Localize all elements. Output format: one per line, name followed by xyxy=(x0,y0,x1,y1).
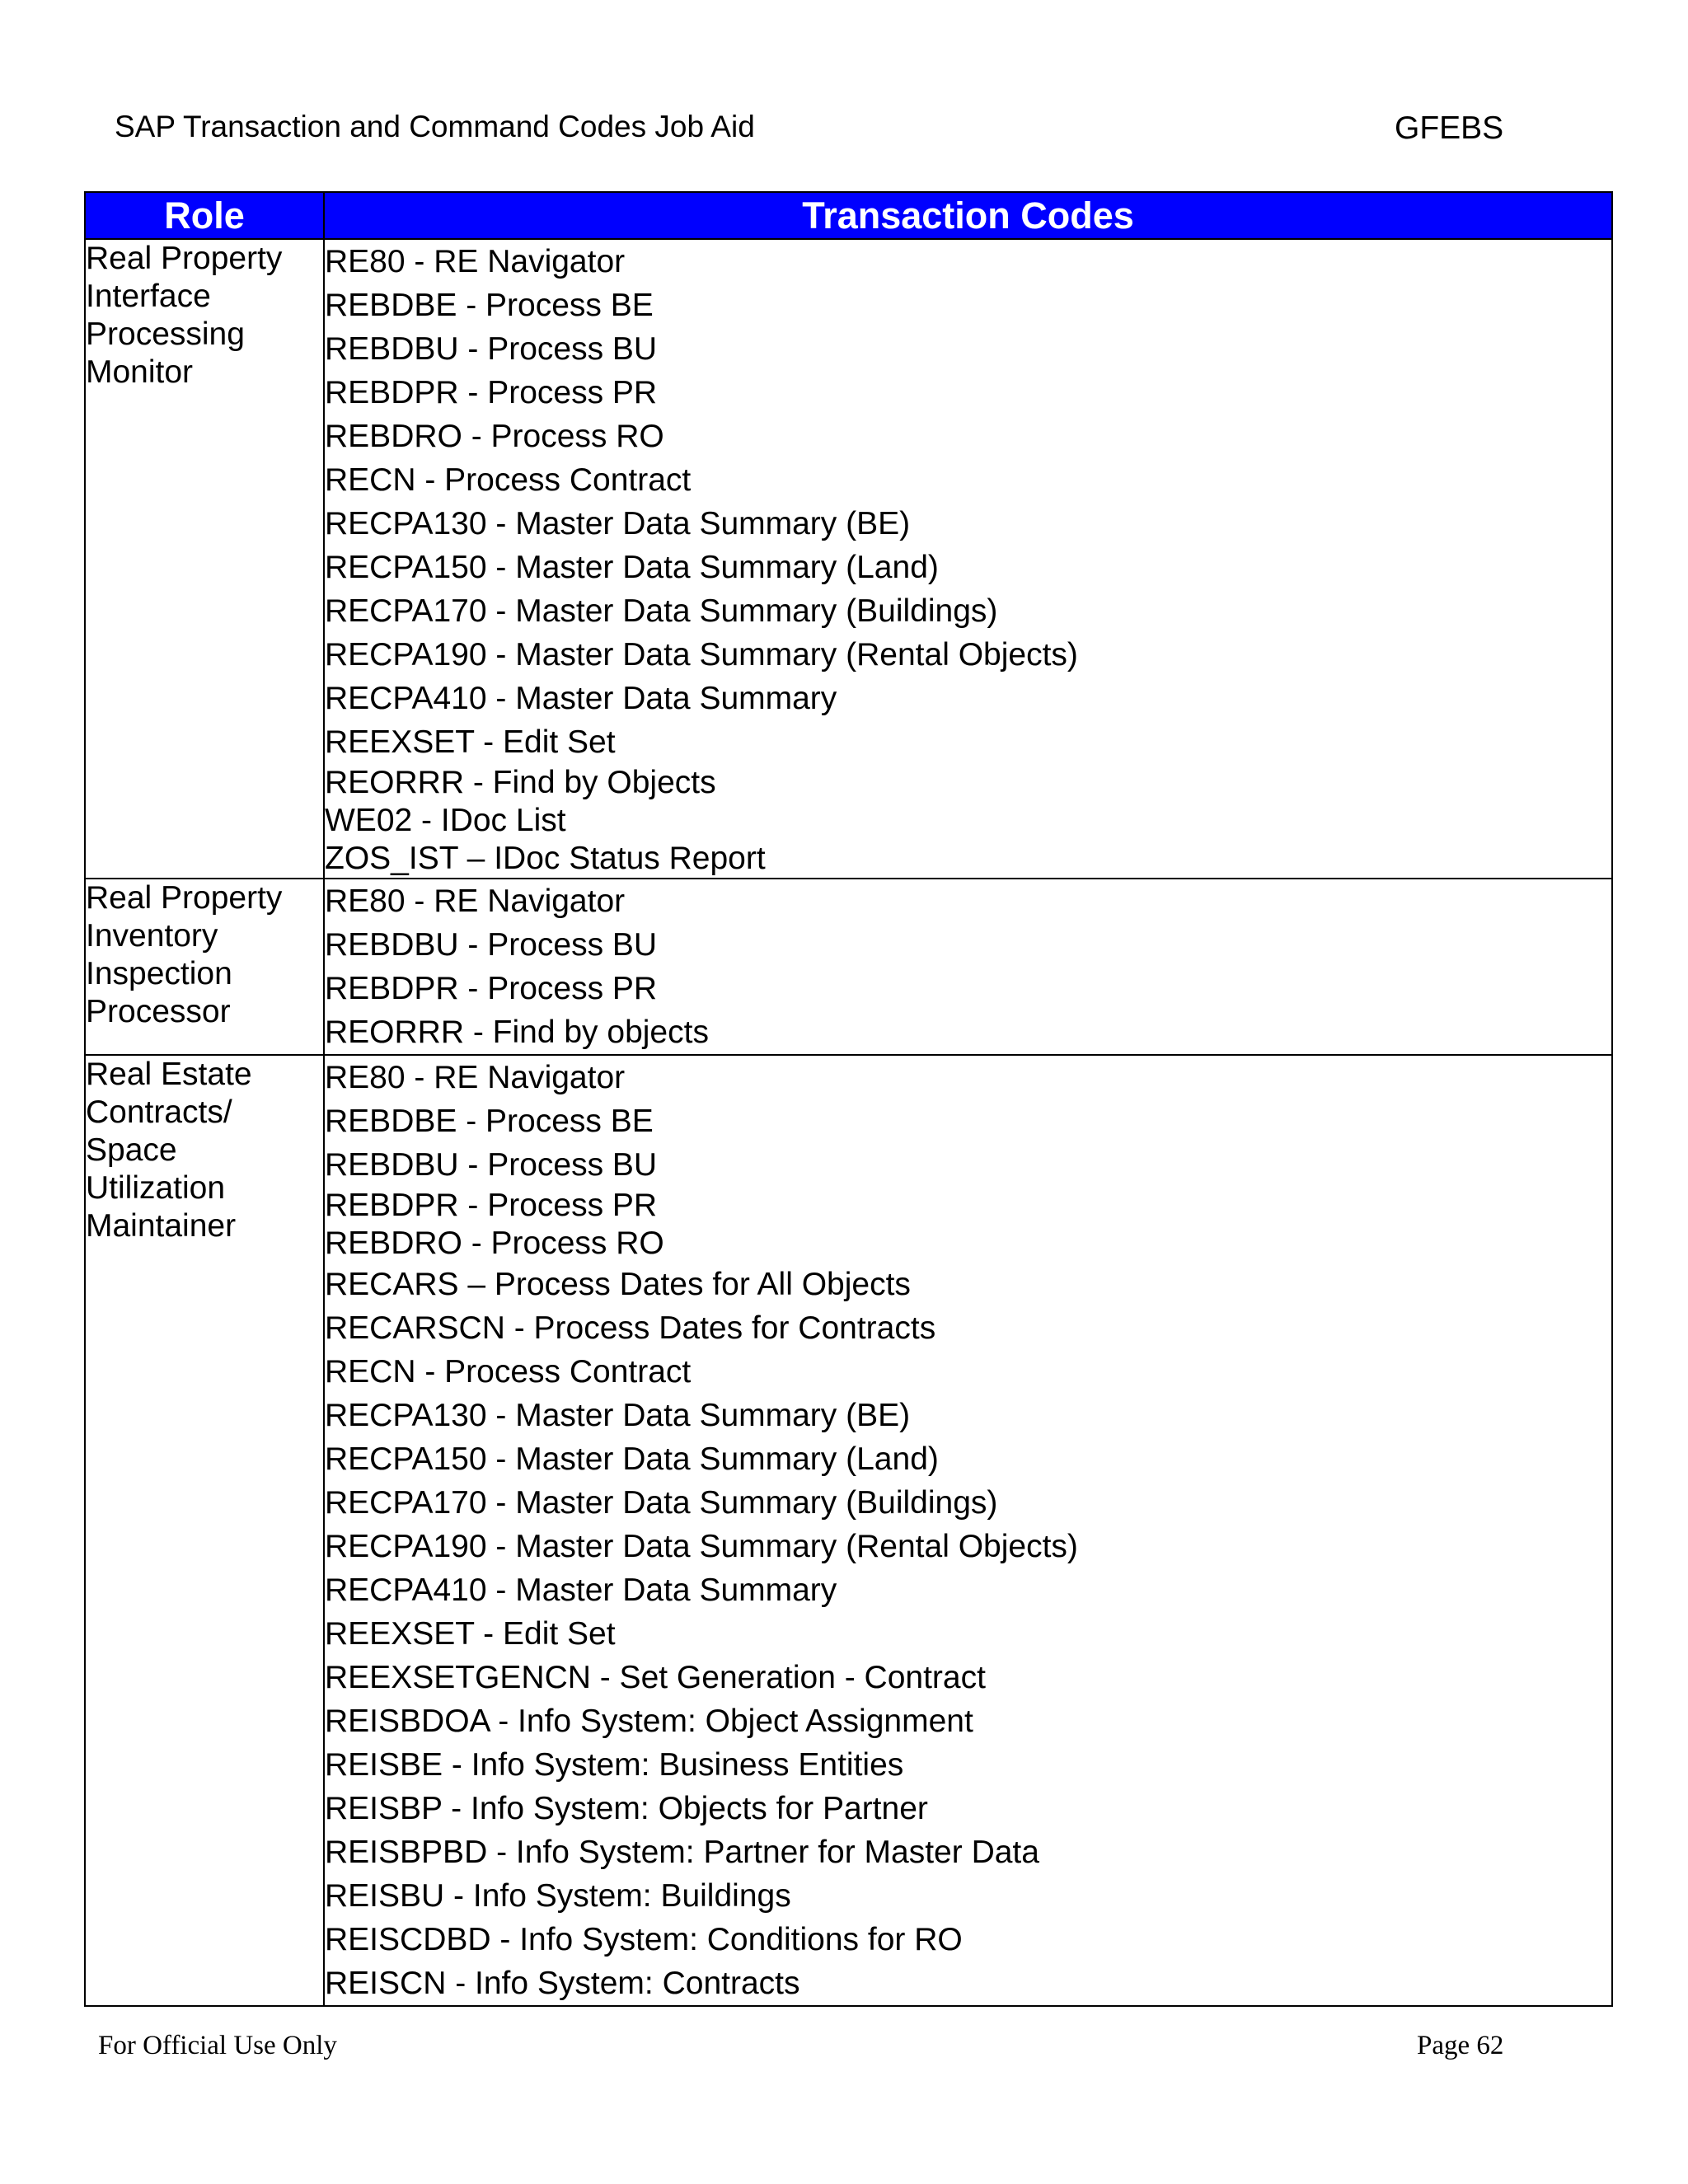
transaction-code: RE80 - RE Navigator xyxy=(325,1060,626,1095)
transaction-code: REBDBU - Process BU xyxy=(325,1147,658,1183)
transaction-code: REORRR - Find by Objects xyxy=(325,765,716,800)
codes-cell xyxy=(324,879,1612,1055)
transaction-code: REBDPR - Process PR xyxy=(325,971,658,1006)
role-text: Maintainer xyxy=(86,1208,237,1244)
table-row xyxy=(85,239,1612,879)
transaction-code: RE80 - RE Navigator xyxy=(325,883,626,919)
role-text: Processor xyxy=(86,994,231,1029)
system-name: GFEBS xyxy=(1395,110,1504,146)
codes-cell xyxy=(324,1055,1612,2006)
transaction-code: REISCDBD - Info System: Conditions for RO xyxy=(325,1922,963,1957)
transaction-code: REBDBU - Process BU xyxy=(325,927,658,963)
page-number: Page 62 xyxy=(1417,2031,1504,2060)
transaction-code: REISCN - Info System: Contracts xyxy=(325,1966,800,2001)
transaction-code: REEXSETGENCN - Set Generation - Contract xyxy=(325,1660,986,1695)
column-header-transaction-codes: Transaction Codes xyxy=(324,192,1612,239)
transaction-code: RECPA410 - Master Data Summary xyxy=(325,681,837,716)
transaction-code: REBDRO - Process RO xyxy=(325,1226,664,1261)
transaction-code: REBDPR - Process PR xyxy=(325,375,658,410)
transaction-code: REISBDOA - Info System: Object Assignment xyxy=(325,1704,973,1739)
document-title: SAP Transaction and Command Codes Job Aid xyxy=(115,110,755,143)
transaction-code: RECARS – Process Dates for All Objects xyxy=(325,1267,911,1302)
transaction-code: RECPA150 - Master Data Summary (Land) xyxy=(325,1441,939,1477)
transaction-code: REEXSET - Edit Set xyxy=(325,724,616,760)
role-text: Real Property xyxy=(86,241,283,276)
role-text: Interface xyxy=(86,279,211,314)
role-cell xyxy=(85,239,324,879)
transaction-code: RECPA190 - Master Data Summary (Rental Objects) xyxy=(325,637,1078,673)
table-row xyxy=(85,879,1612,1055)
transaction-code: REBDBE - Process BE xyxy=(325,1104,654,1139)
role-cell xyxy=(85,1055,324,2006)
transaction-code: REBDBU - Process BU xyxy=(325,331,658,367)
table-header-row xyxy=(85,192,1612,239)
transaction-code: REISBP - Info System: Objects for Partner xyxy=(325,1791,928,1826)
transaction-code: RECPA150 - Master Data Summary (Land) xyxy=(325,550,939,585)
role-text: Processing xyxy=(86,316,245,352)
transaction-code: RECPA410 - Master Data Summary xyxy=(325,1572,837,1608)
transaction-code: RE80 - RE Navigator xyxy=(325,244,626,279)
transaction-code: WE02 - IDoc List xyxy=(325,803,566,838)
transaction-code: RECARSCN - Process Dates for Contracts xyxy=(325,1310,936,1346)
role-text: Inspection xyxy=(86,956,232,991)
transaction-code: REORRR - Find by objects xyxy=(325,1015,709,1050)
role-text: Inventory xyxy=(86,918,218,954)
role-text: Utilization xyxy=(86,1170,226,1206)
transaction-code: REISBE - Info System: Business Entities xyxy=(325,1747,904,1783)
transaction-code: REISBPBD - Info System: Partner for Master Data xyxy=(325,1835,1039,1870)
codes-cell xyxy=(324,239,1612,879)
role-text: Real Property xyxy=(86,880,283,916)
footer-classification: For Official Use Only xyxy=(98,2031,337,2060)
role-text: Space xyxy=(86,1132,177,1168)
transaction-code: RECN - Process Contract xyxy=(325,1354,692,1390)
role-text: Contracts/ xyxy=(86,1094,232,1130)
transaction-codes-table xyxy=(84,191,1613,2007)
transaction-code: RECPA130 - Master Data Summary (BE) xyxy=(325,1398,911,1433)
transaction-code: REISBU - Info System: Buildings xyxy=(325,1878,791,1914)
transaction-code: REBDRO - Process RO xyxy=(325,419,664,454)
transaction-code: REEXSET - Edit Set xyxy=(325,1616,616,1652)
transaction-code: RECPA170 - Master Data Summary (Buildings) xyxy=(325,1485,998,1521)
role-text: Real Estate xyxy=(86,1057,252,1092)
role-cell xyxy=(85,879,324,1055)
transaction-code: RECPA190 - Master Data Summary (Rental Objects) xyxy=(325,1529,1078,1564)
transaction-code: RECPA170 - Master Data Summary (Buildings) xyxy=(325,593,998,629)
transaction-code: RECN - Process Contract xyxy=(325,462,692,498)
role-text: Monitor xyxy=(86,354,194,390)
transaction-code: RECPA130 - Master Data Summary (BE) xyxy=(325,506,911,541)
column-header-role: Role xyxy=(85,192,324,239)
transaction-code: REBDBE - Process BE xyxy=(325,288,654,323)
transaction-code: REBDPR - Process PR xyxy=(325,1188,658,1223)
transaction-code: ZOS_IST – IDoc Status Report xyxy=(325,841,766,876)
table-row xyxy=(85,1055,1612,2006)
